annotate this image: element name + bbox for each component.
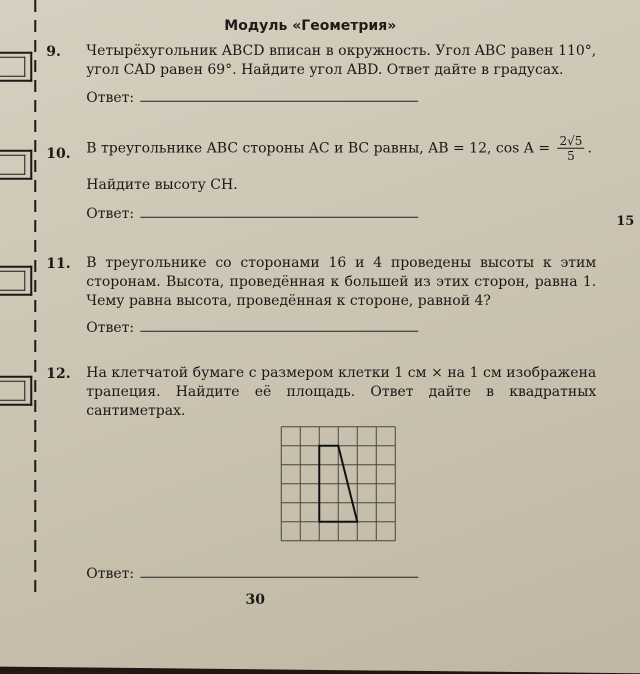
fraction-bottom: 5 [558,149,585,163]
task-11-text: В треугольнике со сторонами 16 и 4 проведены высоты к этим сторонам. Высота, проведённая к большей из этих сторон, равна 1. Чему равна высота, проведённая к стороне, равной 4? [86,254,596,311]
answer-box-12 [0,376,32,406]
task-9-text: Четырёхугольник ABCD вписан в окружность. Угол ABC равен 110°, угол CAD равен 69°. Найдите угол ABD. Ответ дайте в градусах. [86,42,596,80]
answer-row-11 [86,320,418,336]
fraction [558,134,585,163]
answer-box-11 [0,266,32,296]
module-title: Модуль «Геометрия» [0,18,630,34]
task-number: 10. [46,146,70,162]
answer-label: Ответ: [86,320,134,336]
answer-box-10 [0,150,32,180]
answer-row-9 [86,90,418,106]
answer-label: Ответ: [86,90,134,106]
answer-line[interactable] [140,91,418,102]
task-number: 9. [46,44,61,60]
side-number: 15 [616,214,634,229]
task-10-text-dot: . [587,140,591,156]
task-10-text [86,134,596,163]
answer-label: Ответ: [86,206,134,222]
task-number: 12. [46,366,70,382]
grid-figure [280,426,396,542]
tear-line [34,0,36,600]
answer-line[interactable] [140,207,418,218]
task-10-text-a: В треугольнике ABC стороны AC и BC равны, AB = 12, cos A = [86,140,550,156]
fraction-top: 2√5 [558,134,585,149]
task-12-text: На клетчатой бумаге с размером клетки 1 см × на 1 см изображена трапеция. Найдите её площадь. Ответ дайте в квадратных сантиметрах. [86,364,596,421]
task-10-question: Найдите высоту CH. [86,176,596,195]
page-number: 30 [0,592,520,608]
task-number: 11. [46,256,70,272]
answer-row-10 [86,206,418,222]
answer-box-9 [0,52,32,82]
answer-label: Ответ: [86,566,134,582]
answer-line[interactable] [140,321,418,332]
answer-row-12 [86,566,418,582]
answer-line[interactable] [140,567,418,578]
